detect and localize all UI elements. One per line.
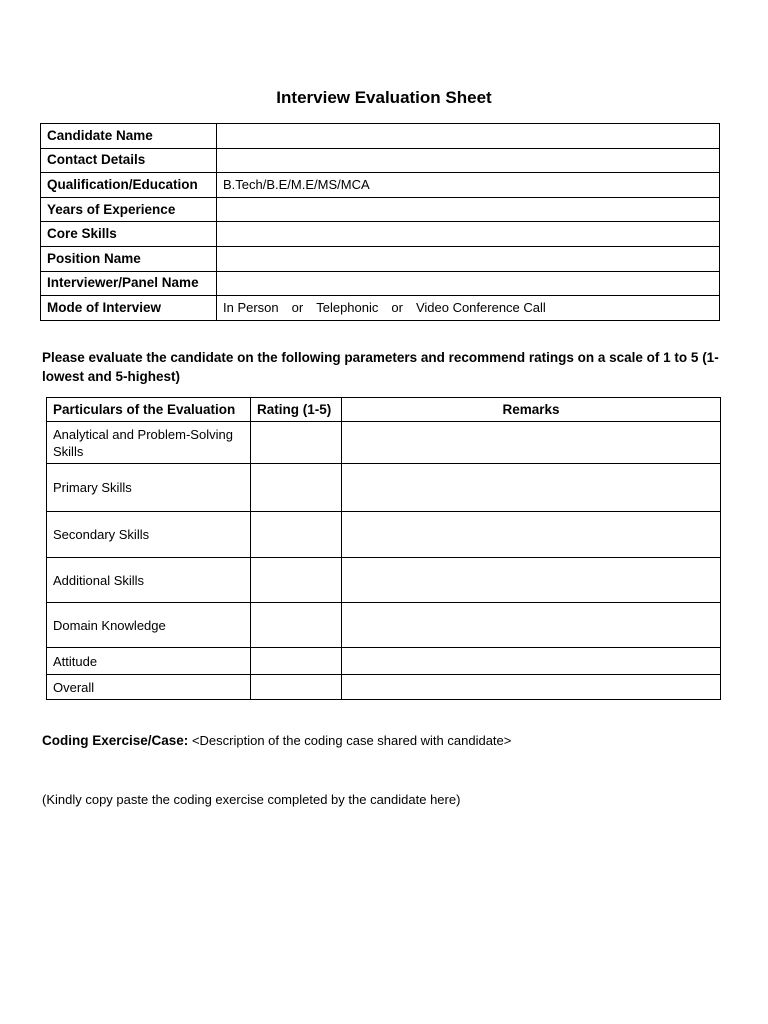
mode-option-in-person[interactable]: In Person xyxy=(223,299,279,315)
particulars-header: Particulars of the Evaluation xyxy=(47,398,251,422)
candidate-info-table xyxy=(40,123,720,321)
remarks-cell[interactable] xyxy=(342,558,721,603)
evaluation-row xyxy=(47,558,721,603)
rating-cell[interactable] xyxy=(251,422,342,464)
info-row-contact-details xyxy=(41,148,720,173)
position-name-field[interactable] xyxy=(217,246,720,271)
info-row-experience xyxy=(41,197,720,222)
particular-analytical: Analytical and Problem-Solving Skills xyxy=(47,422,251,464)
remarks-cell[interactable] xyxy=(342,464,721,512)
evaluation-row xyxy=(47,648,721,675)
mode-option-video[interactable]: Video Conference Call xyxy=(415,299,546,315)
remarks-cell[interactable] xyxy=(342,675,721,700)
remarks-cell[interactable] xyxy=(342,603,721,648)
info-row-mode xyxy=(41,296,720,321)
mode-option-telephonic[interactable]: Telephonic xyxy=(316,299,379,315)
position-name-label: Position Name xyxy=(41,246,217,271)
interviewer-field[interactable] xyxy=(217,271,720,296)
candidate-name-label: Candidate Name xyxy=(41,124,217,149)
mode-separator: or xyxy=(391,299,403,315)
coding-exercise xyxy=(42,733,511,748)
particular-secondary-skills: Secondary Skills xyxy=(47,512,251,558)
experience-label: Years of Experience xyxy=(41,197,217,222)
evaluation-row xyxy=(47,603,721,648)
evaluation-instructions: Please evaluate the candidate on the following parameters and recommend ratings on a scale of 1 to 5 (1-lowest and 5-highest) xyxy=(42,350,719,384)
info-row-interviewer xyxy=(41,271,720,296)
mode-separator: or xyxy=(291,299,304,315)
evaluation-table xyxy=(46,397,721,700)
qualification-label: Qualification/Education xyxy=(41,173,217,198)
mode-of-interview-field[interactable] xyxy=(217,296,720,321)
rating-cell[interactable] xyxy=(251,675,342,700)
coding-exercise-note: (Kindly copy paste the coding exercise completed by the candidate here) xyxy=(42,792,461,807)
evaluation-row xyxy=(47,422,721,464)
particular-additional-skills: Additional Skills xyxy=(47,558,251,603)
coding-exercise-label: Coding Exercise/Case: xyxy=(42,733,189,748)
evaluation-row xyxy=(47,675,721,700)
info-row-qualification xyxy=(41,173,720,198)
rating-cell[interactable] xyxy=(251,464,342,512)
page-title: Interview Evaluation Sheet xyxy=(276,88,492,107)
evaluation-header-row xyxy=(47,398,721,422)
candidate-name-field[interactable] xyxy=(217,124,720,149)
rating-header: Rating (1-5) xyxy=(251,398,342,422)
particular-overall: Overall xyxy=(47,675,251,700)
interviewer-label: Interviewer/Panel Name xyxy=(41,271,217,296)
rating-cell[interactable] xyxy=(251,512,342,558)
particular-attitude: Attitude xyxy=(47,648,251,675)
remarks-cell[interactable] xyxy=(342,512,721,558)
core-skills-label: Core Skills xyxy=(41,222,217,247)
remarks-header: Remarks xyxy=(342,398,721,422)
evaluation-row xyxy=(47,512,721,558)
contact-details-field[interactable] xyxy=(217,148,720,173)
core-skills-field[interactable] xyxy=(217,222,720,247)
qualification-field[interactable]: B.Tech/B.E/M.E/MS/MCA xyxy=(217,173,720,198)
particular-primary-skills: Primary Skills xyxy=(47,464,251,512)
remarks-cell[interactable] xyxy=(342,648,721,675)
rating-cell[interactable] xyxy=(251,558,342,603)
coding-exercise-description: <Description of the coding case shared with candidate> xyxy=(191,733,512,748)
evaluation-row xyxy=(47,464,721,512)
remarks-cell[interactable] xyxy=(342,422,721,464)
contact-details-label: Contact Details xyxy=(41,148,217,173)
rating-cell[interactable] xyxy=(251,603,342,648)
mode-of-interview-label: Mode of Interview xyxy=(41,296,217,321)
info-row-position-name xyxy=(41,246,720,271)
experience-field[interactable] xyxy=(217,197,720,222)
info-row-candidate-name xyxy=(41,124,720,149)
particular-domain-knowledge: Domain Knowledge xyxy=(47,603,251,648)
rating-cell[interactable] xyxy=(251,648,342,675)
info-row-core-skills xyxy=(41,222,720,247)
